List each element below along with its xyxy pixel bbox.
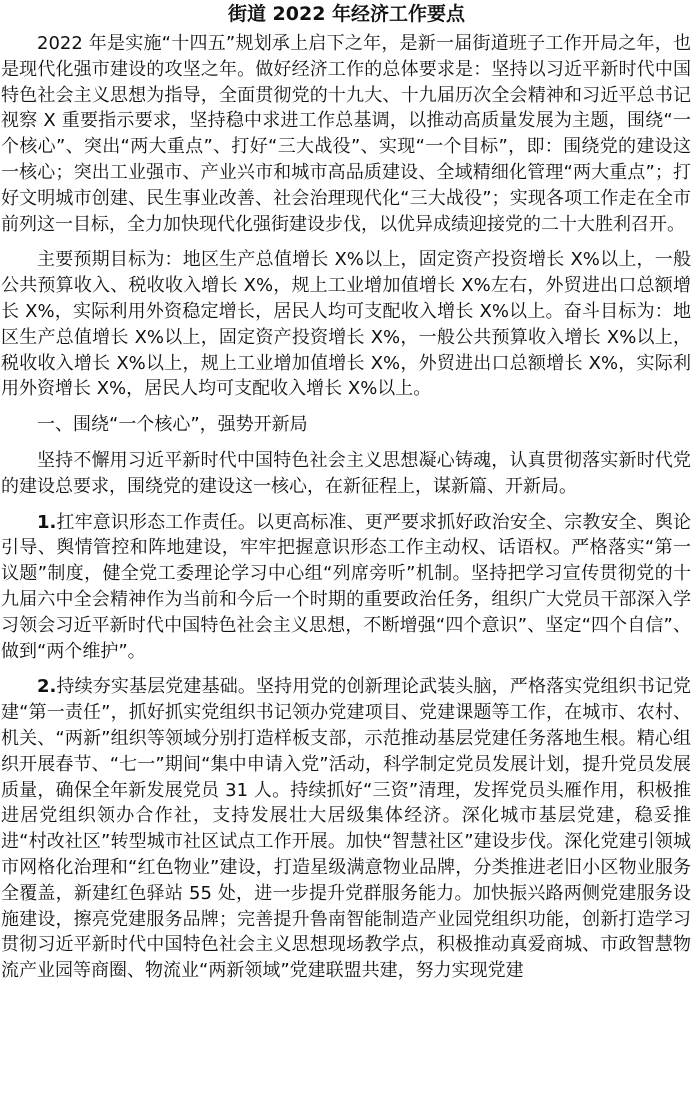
targets-paragraph: 主要预期目标为：地区生产总值增长 X%以上，固定资产投资增长 X%以上，一般公共预算收入、税收收入增长 X%，规上工业增加值增长 X%左右，外贸进出口总额增长 X%，实际利用外资稳定增长，居民人均可支配收入增长 X%以上。奋斗目标为：地区生产总值增长 X%以上，固定资产投资增长 X%，一般公共预算收入增长 X%以上，税收收入增长 X%以上，规上工业增加值增长 X%，外贸进出口总额增长 X%，实际利用外资增长 X%，居民人均可支配收入增长 X%以上。 xyxy=(1,249,691,400)
item-2-text: 持续夯实基层党建基础。坚持用党的创新理论武装头脑，严格落实党组织书记党建“第一责任”，抓好抓实党组织书记领办党建项目、党建课题等工作，在城市、农村、机关、“两新”组织等领域分别打造样板支部，示范推动基层党建任务落地生根。精心组织开展春节、“七一”期间“集中申请入党”活动，科学制定党员发展计划，提升党员发展质量，确保全年新发展党员 31 人。持续抓好“三资”清理，发挥党员头雁作用，积极推进居党组织领办合作社，支持发展壮大居级集体经济。深化城市基层党建，稳妥推进“村改社区”转型城市社区试点工作开展。加快“智慧社区”建设步伐。深化党建引领城市网格化治理和“红色物业”建设，打造星级满意物业品牌，分类推进老旧小区物业服务全覆盖，新建红色驿站 55 处，进一步提升党群服务能力。加快振兴路两侧党建服务设施建设，擦亮党建服务品牌；完善提升鲁南智能制造产业园党组织功能，创新打造学习贯彻习近平新时代中国特色社会主义思想现场教学点，积极推动真爱商城、市政智慧物流产业园等商圈、物流业“两新领域”党建联盟共建，努力实现党建 xyxy=(1,676,691,982)
section-1-body: 坚持不懈用习近平新时代中国特色社会主义思想凝心铸魂，认真贯彻落实新时代党的建设总要求，围绕党的建设这一核心，在新征程上，谋新篇、开新局。 xyxy=(1,449,691,497)
item-1-paragraph xyxy=(0,510,693,665)
item-2-paragraph xyxy=(0,674,693,984)
document-title: 街道 2022 年经济工作要点 xyxy=(227,3,466,25)
item-1-number: 1. xyxy=(37,511,57,533)
item-2-number: 2. xyxy=(37,676,57,698)
intro-paragraph: 2022 年是实施“十四五”规划承上启下之年，是新一届街道班子工作开局之年，也是现代化强市建设的攻坚之年。做好经济工作的总体要求是：坚持以习近平新时代中国特色社会主义思想为指导，全面贯彻党的十九大、十九届历次全会精神和习近平总书记视察 X 重要指示要求，坚持稳中求进工作总基调，以推动高质量发展为主题，围绕“一个核心”、突出“两大重点”、打好“三大战役”、实现“一个目标”，即：围绕党的建设这一核心；突出工业强市、产业兴市和城市高品质建设、全域精细化管理“两大重点”；打好文明城市创建、民生事业改善、社会治理现代化“三大战役”；实现各项工作走在全市前列这一目标，全力加快现代化强街建设步伐，以优异成绩迎接党的二十大胜利召开。 xyxy=(1,33,691,235)
item-1-text: 扛牢意识形态工作责任。以更高标准、更严要求抓好政治安全、宗教安全、舆论引导、舆情管控和阵地建设，牢牢把握意识形态工作主动权、话语权。严格落实“第一议题”制度，健全党工委理论学习中心组“列席旁听”机制。坚持把学习宣传贯彻党的十九届六中全会精神作为当前和今后一个时期的重要政治任务，组织广大党员干部深入学习领会习近平新时代中国特色社会主义思想，不断增强“四个意识”、坚定“四个自信”、做到“两个维护”。 xyxy=(1,511,691,662)
section-1-heading: 一、围绕“一个核心”，强势开新局 xyxy=(37,414,308,436)
